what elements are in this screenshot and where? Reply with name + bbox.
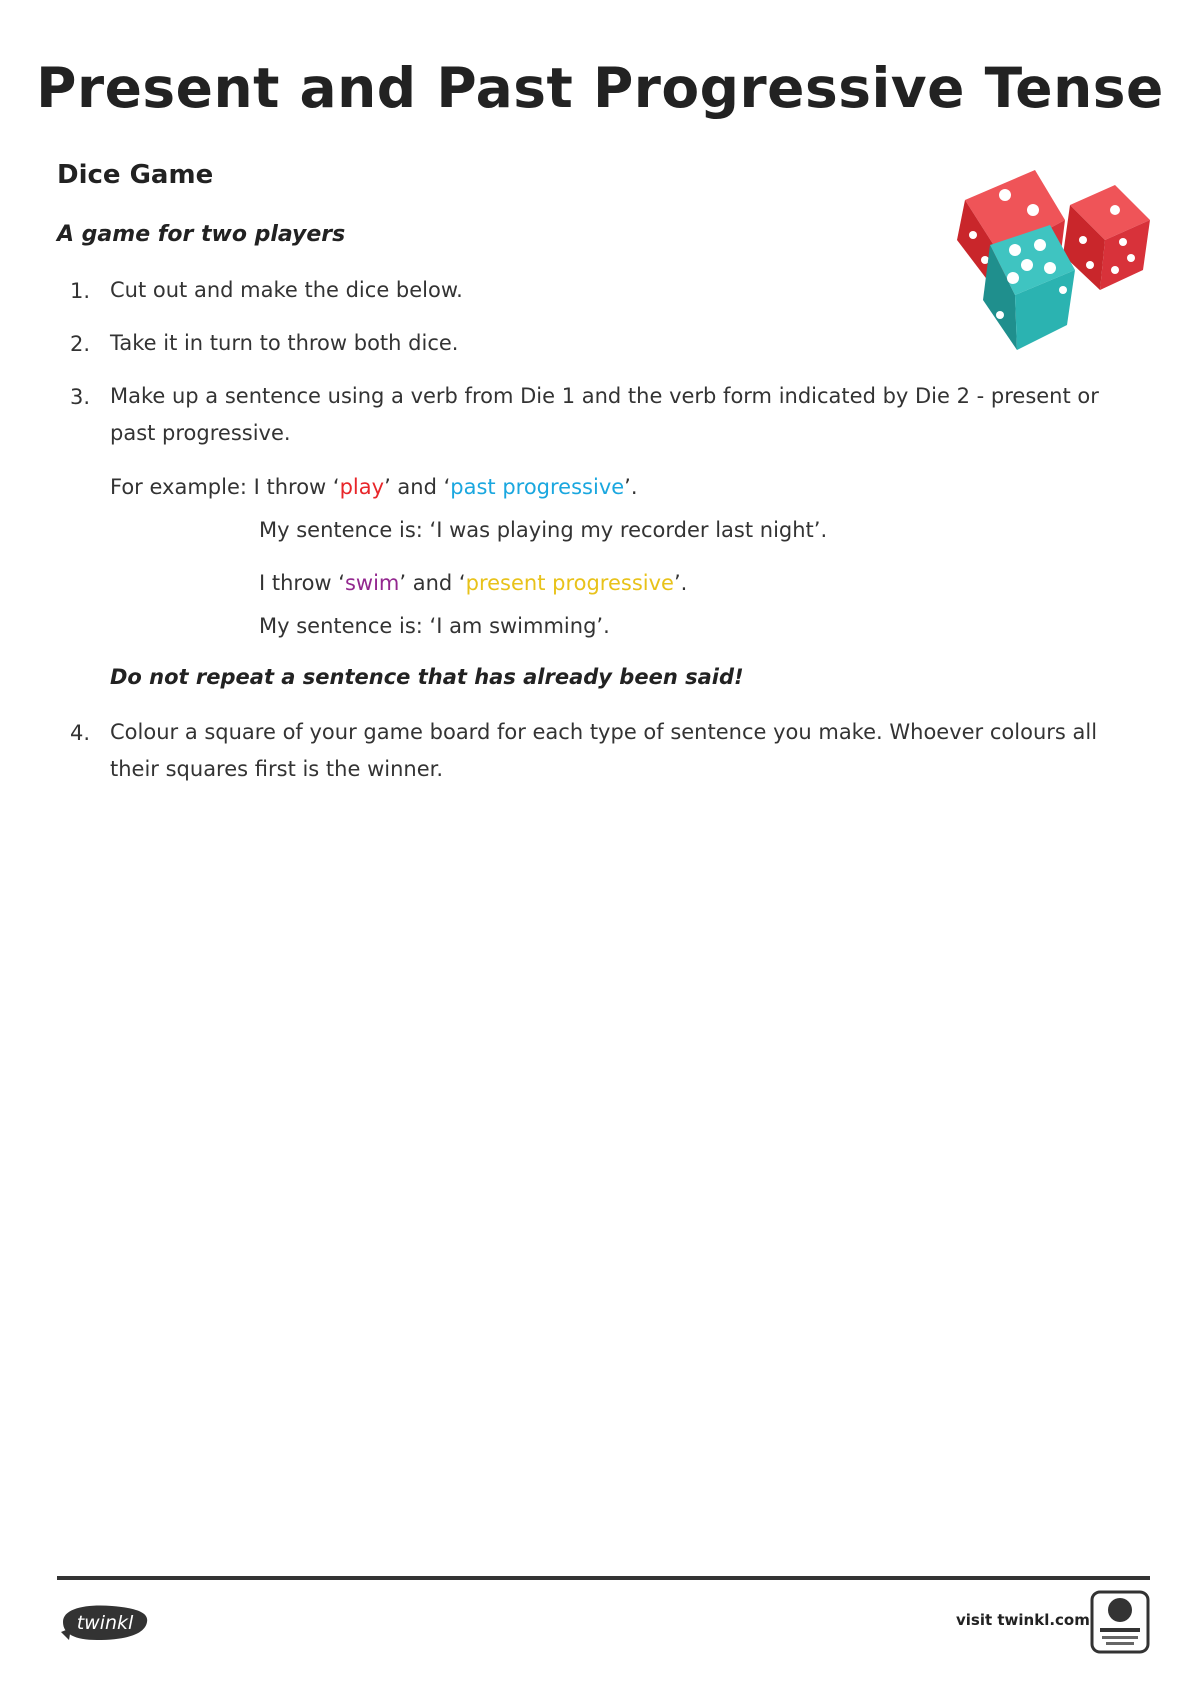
example-1-end: ’. bbox=[624, 475, 638, 499]
example-2-end: ’. bbox=[673, 571, 688, 595]
example-2-sentence: My sentence is: ‘I am swimming’. bbox=[259, 614, 610, 638]
warning-text: Do not repeat a sentence that has already been said! bbox=[110, 665, 744, 689]
step-2-number: 2. bbox=[70, 332, 91, 356]
example-verb-swim: swim bbox=[344, 571, 400, 595]
visit-link[interactable]: visit twinkl.com bbox=[956, 1611, 1090, 1629]
example-verb-play: play bbox=[339, 475, 385, 499]
quality-badge-icon bbox=[1088, 1588, 1154, 1658]
step-1-number: 1. bbox=[70, 279, 91, 303]
section-heading: Dice Game bbox=[57, 160, 214, 190]
example-1-line bbox=[110, 475, 638, 499]
page-title: Present and Past Progressive Tense bbox=[36, 56, 1164, 120]
example-2-line bbox=[259, 571, 687, 595]
players-heading: A game for two players bbox=[57, 222, 346, 247]
example-1-sentence: My sentence is: ‘I was playing my recorder last night’. bbox=[259, 518, 828, 542]
twinkl-logo[interactable] bbox=[57, 1598, 152, 1646]
example-form-past-progressive: past progressive bbox=[450, 475, 625, 499]
step-4-text: Colour a square of your game board for each type of sentence you make. Whoever colours all their squares first is the winner. bbox=[110, 720, 1098, 781]
step-1-text: Cut out and make the dice below. bbox=[110, 278, 463, 302]
step-2-text: Take it in turn to throw both dice. bbox=[110, 331, 459, 355]
example-form-present-progressive: present progressive bbox=[465, 571, 674, 595]
twinkl-logo-text: twinkl bbox=[76, 1612, 134, 1634]
example-2-lead: I throw ‘ bbox=[259, 571, 345, 595]
footer-divider bbox=[57, 1576, 1150, 1580]
step-3-number: 3. bbox=[70, 385, 91, 409]
example-1-lead: For example: I throw ‘ bbox=[110, 475, 340, 499]
example-2-mid: ’ and ‘ bbox=[399, 571, 466, 595]
step-4-number: 4. bbox=[70, 721, 91, 745]
example-1-mid: ’ and ‘ bbox=[384, 475, 451, 499]
step-3-text: Make up a sentence using a verb from Die 1 and the verb form indicated by Die 2 - present or past progressive. bbox=[110, 384, 1099, 445]
